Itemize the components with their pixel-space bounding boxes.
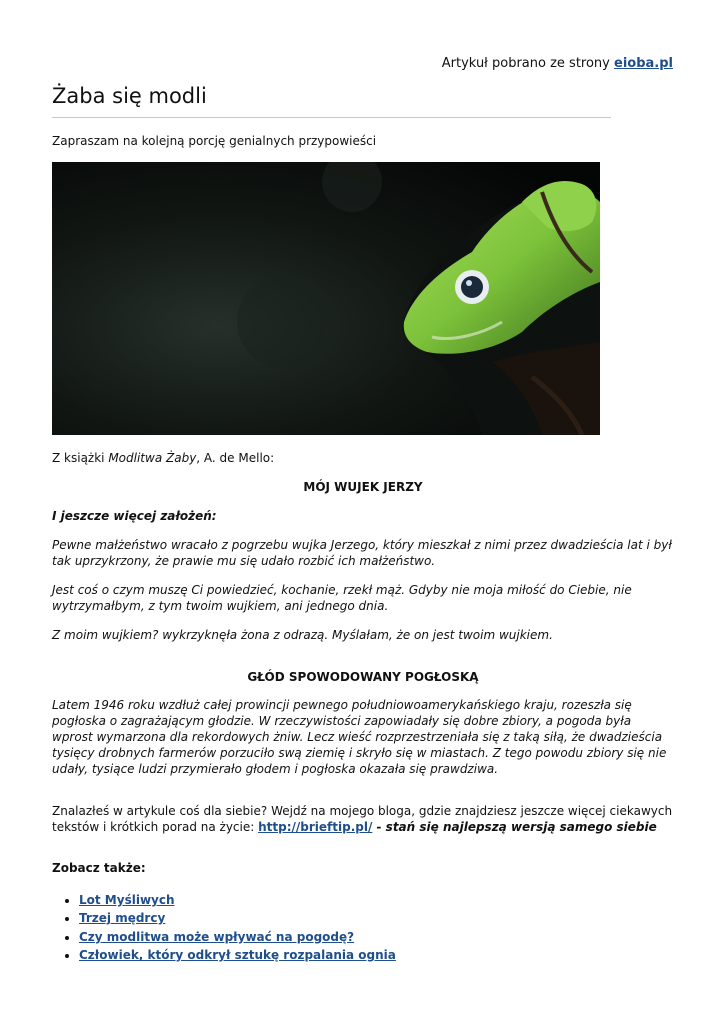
list-item — [79, 909, 396, 927]
section-heading-uncle: MÓJ WUJEK JERZY — [303, 480, 423, 494]
promo-tagline: - stań się najlepszą wersją samego siebie — [372, 820, 657, 834]
paragraph: Z moim wujkiem? wykrzyknęła żona z odrazą. Myślałam, że on jest twoim wujkiem. — [52, 628, 553, 642]
list-item — [79, 946, 396, 964]
source-prefix: Artykuł pobrano ze strony — [441, 56, 610, 71]
related-link[interactable]: Trzej mędrcy — [79, 911, 166, 926]
book-prefix: Z książki — [52, 451, 109, 465]
blog-link[interactable]: http://brieftip.pl/ — [258, 820, 373, 834]
book-suffix: , A. de Mello: — [196, 451, 275, 465]
section-heading-rumor: GŁÓD SPOWODOWANY POGŁOSKĄ — [247, 670, 479, 684]
source-link[interactable]: eioba.pl — [614, 56, 673, 71]
related-list — [52, 891, 396, 965]
article-intro: Zapraszam na kolejną porcję genialnych przypowieści — [52, 134, 377, 148]
paragraph: Jest coś o czym muszę Ci powiedzieć, kochanie, rzekł mąż. Gdyby nie moja miłość do Ciebie, nie wytrzymałbym, z tym twoim wujkiem, ani jednego dnia. — [52, 583, 632, 613]
article-title: Żaba się modli — [52, 84, 207, 108]
related-heading: Zobacz także: — [52, 861, 146, 875]
book-title: Modlitwa Żaby — [108, 451, 197, 465]
related-link[interactable]: Człowiek, który odkrył sztukę rozpalania ognia — [79, 948, 396, 963]
source-line — [442, 56, 673, 71]
list-item — [79, 891, 396, 909]
promo-paragraph — [52, 803, 674, 835]
list-item — [79, 928, 396, 946]
paragraph: Latem 1946 roku wzdłuż całej prowincji pewnego południowoamerykańskiego kraju, rozeszła się pogłoska o zagrażającym głodzie. W rzeczywistości zapowiadały się dobre zbiory, a pogoda była wprost wymarzona dla rekordowych żniw. Lecz wieść rozprzestrzeniała się z taką siłą, że dwadzieścia tysięcy drobnych farmerów porzuciło swą ziemię i skryło się w miastach. Z tego powodu zbiory się nie udały, tysiące ludzi przymierało głodem i pogłoska okazała się prawdziwa. — [52, 698, 667, 776]
promo-text: Znalazłeś w artykule coś dla siebie? Wejdź na mojego bloga, gdzie znajdziesz jeszcze więcej ciekawych tekstów i krótkich porad na życie: — [52, 804, 673, 834]
frog-illustration — [52, 162, 600, 435]
frog-photo — [52, 162, 600, 435]
title-divider — [52, 117, 611, 118]
related-link[interactable]: Czy modlitwa może wpływać na pogodę? — [79, 929, 355, 944]
related-link[interactable]: Lot Myśliwych — [79, 893, 175, 907]
book-reference — [52, 450, 674, 466]
paragraph: Pewne małżeństwo wracało z pogrzebu wujka Jerzego, który mieszkał z nimi przez dwadzieścia lat i był tak uprzykrzony, że prawie mu się udało rozbić ich małżeństwo. — [52, 538, 672, 568]
section-subheading: I jeszcze więcej założeń: — [52, 509, 217, 523]
